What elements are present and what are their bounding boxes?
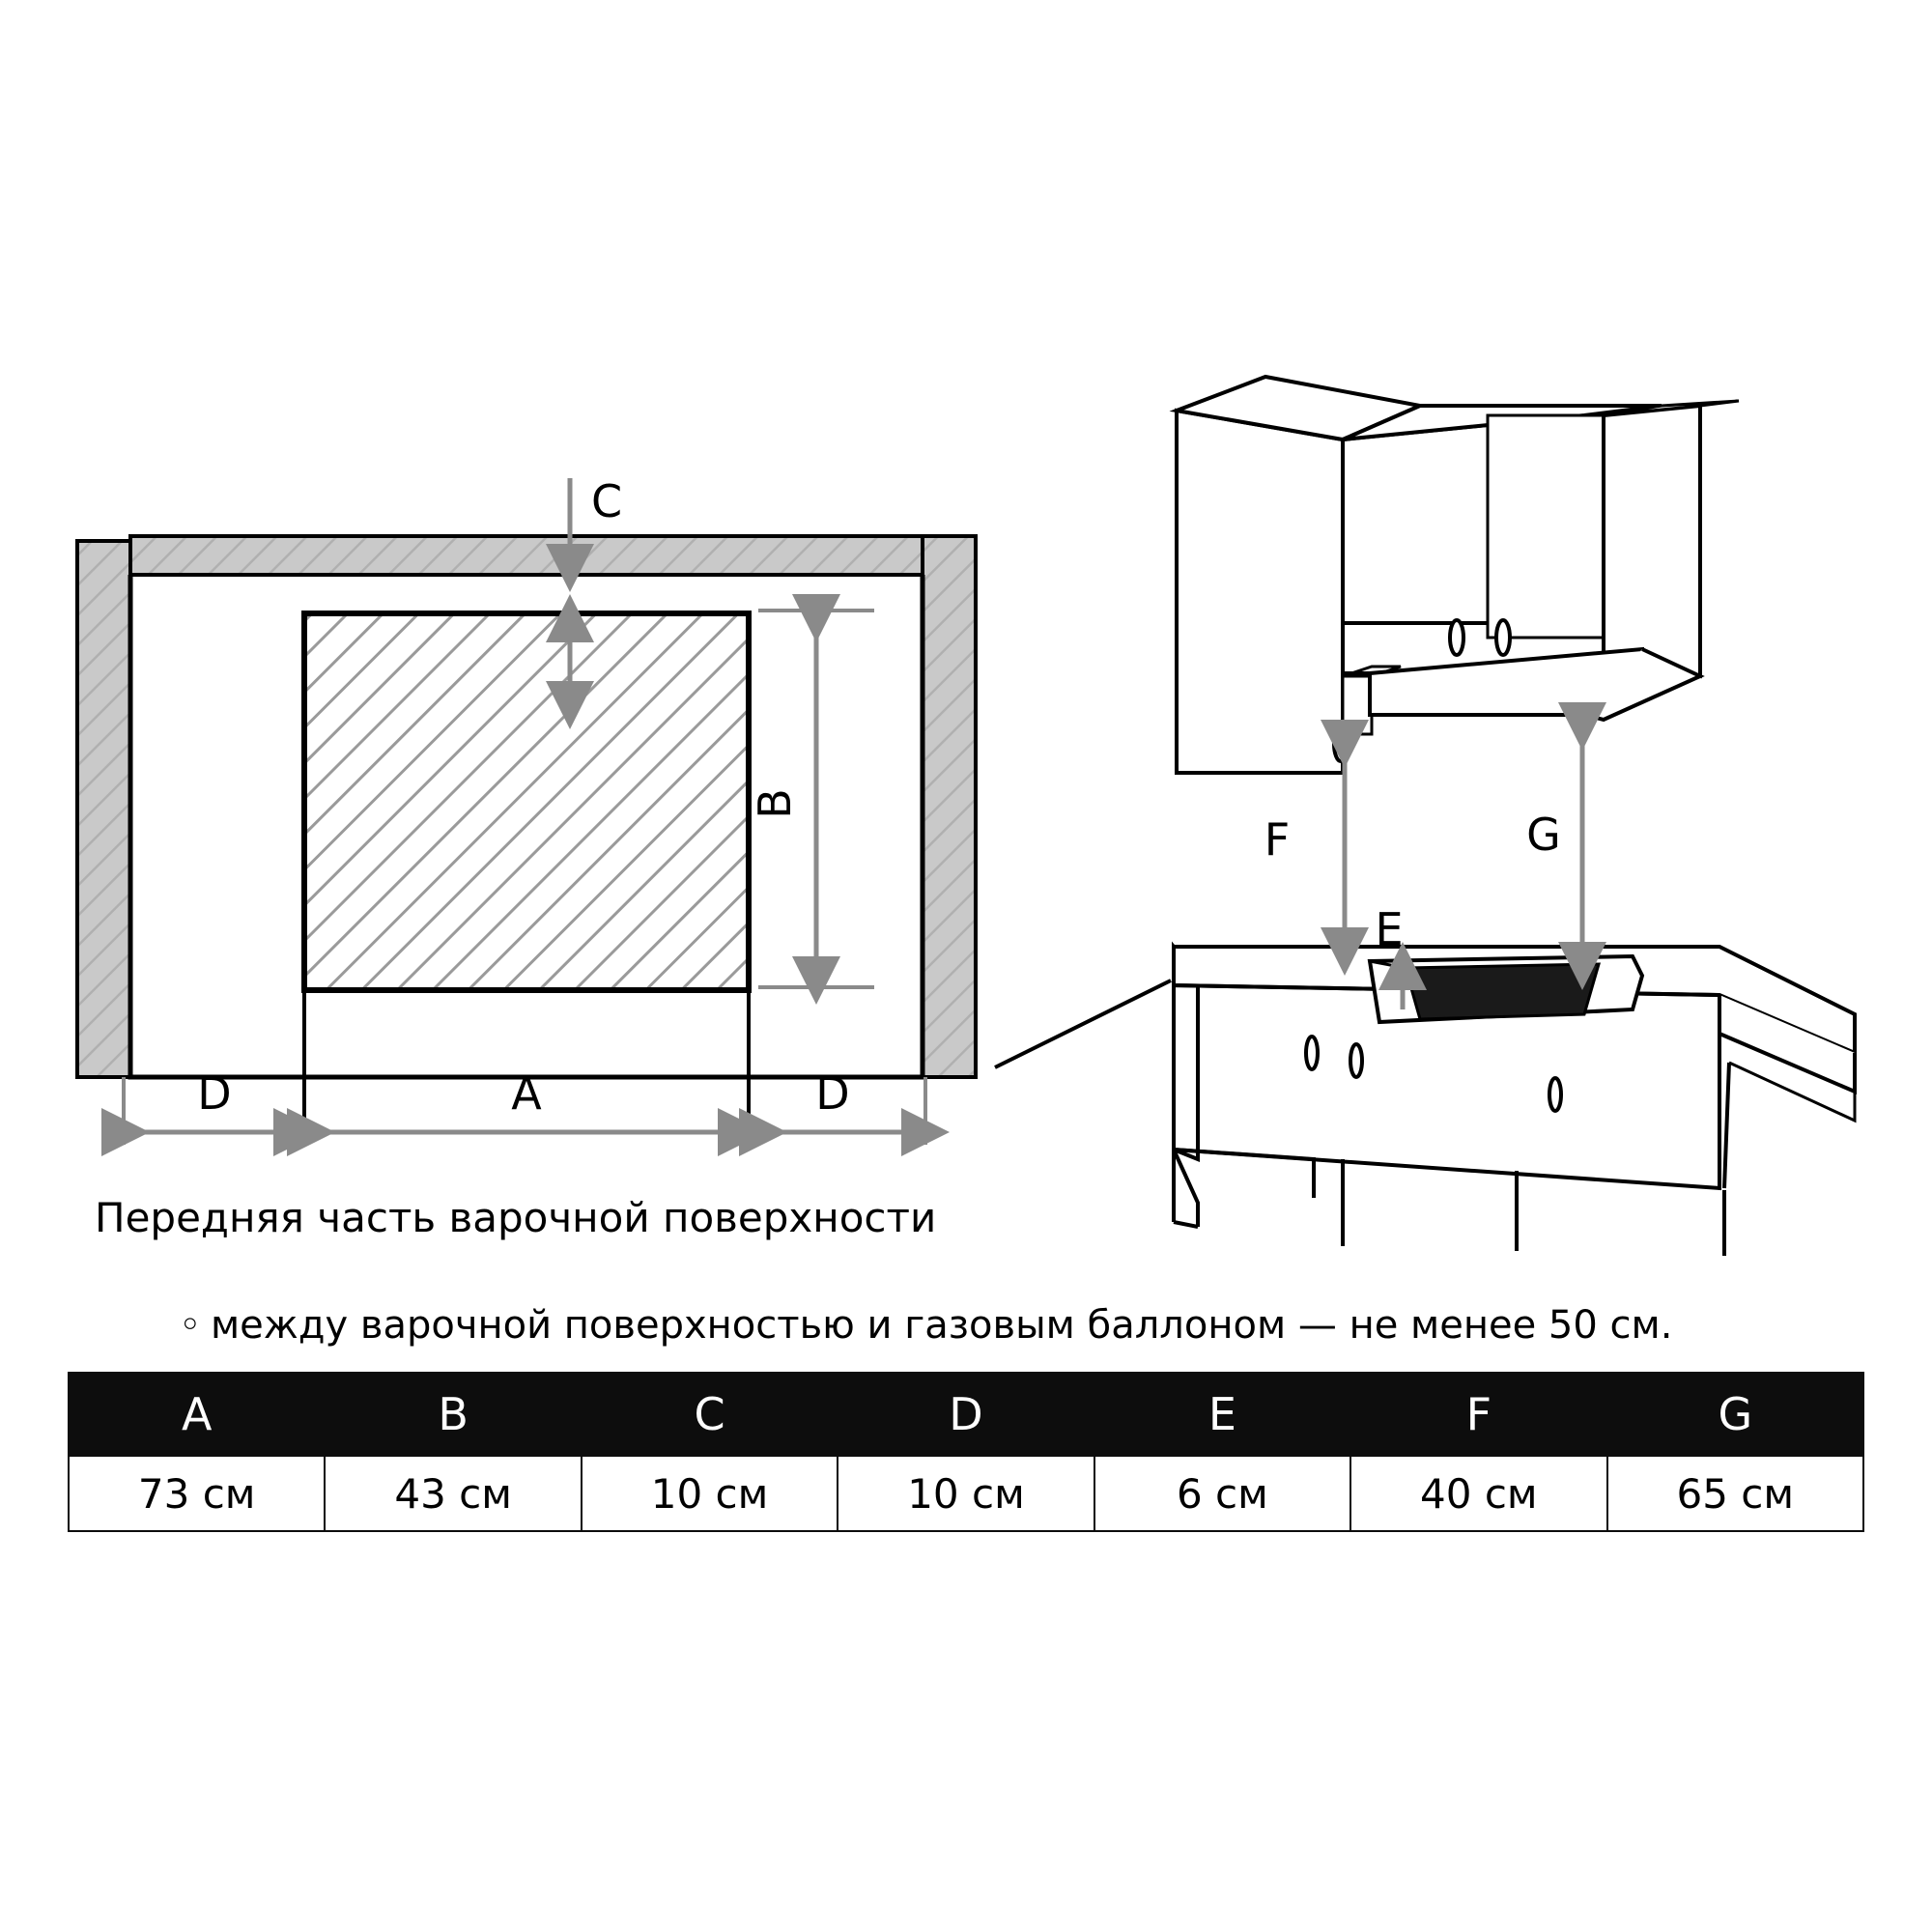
table-header-row (69, 1373, 1863, 1456)
plan-caption: Передняя часть варочной поверхности (95, 1194, 937, 1241)
perspective-view-group (995, 377, 1855, 1256)
base-foot (1174, 1222, 1198, 1227)
label-g: G (1526, 809, 1561, 861)
cabinet-handle-2 (1496, 620, 1510, 655)
upper-cabinet-right-a (1488, 415, 1604, 638)
wall-right (923, 536, 976, 1077)
table-header-a: A (69, 1373, 325, 1456)
table-value-d: 10 см (838, 1456, 1094, 1531)
table-header-c: C (582, 1373, 838, 1456)
base-handle-1 (1306, 1037, 1318, 1069)
table-header-g: G (1607, 1373, 1863, 1456)
table-header-b: B (325, 1373, 581, 1456)
table-header-e: E (1094, 1373, 1350, 1456)
cutout-area (304, 613, 749, 990)
note-group (179, 1303, 1672, 1348)
cooktop-grate (1406, 964, 1599, 1019)
label-c: C (591, 475, 623, 527)
plan-view-group (77, 475, 976, 1241)
upper-cabinet-right-b (1604, 406, 1700, 676)
table-value-g: 65 см (1607, 1456, 1863, 1531)
cabinet-handle-1 (1450, 620, 1463, 655)
wall-left (77, 541, 130, 1077)
base-right-edge (1724, 1063, 1729, 1188)
note-line: между варочной поверхностью и газовым баллоном — не менее 50 см. (211, 1303, 1673, 1348)
table-value-c: 10 см (582, 1456, 838, 1531)
table-row (69, 1456, 1863, 1531)
label-e: E (1375, 903, 1404, 955)
base-left-leg-line (1174, 1150, 1198, 1227)
label-b: B (749, 788, 801, 819)
upper-cabinet-left-front (1177, 411, 1343, 773)
dimensions-table (68, 1372, 1864, 1532)
table-header-f: F (1350, 1373, 1606, 1456)
table-value-b: 43 см (325, 1456, 581, 1531)
label-f: F (1264, 813, 1291, 866)
note-bullet: ◦ (179, 1303, 202, 1348)
hood-duct (1343, 676, 1372, 734)
table-value-f: 40 см (1350, 1456, 1606, 1531)
table-value-a: 73 см (69, 1456, 325, 1531)
leader-line (995, 980, 1171, 1067)
label-a: A (511, 1067, 542, 1120)
table-header-d: D (838, 1373, 1094, 1456)
base-handle-3 (1549, 1078, 1561, 1111)
wall-back (130, 536, 923, 575)
label-d-left: D (197, 1067, 232, 1120)
label-d-right: D (815, 1067, 850, 1120)
table-value-e: 6 см (1094, 1456, 1350, 1531)
base-handle-2 (1350, 1044, 1362, 1077)
